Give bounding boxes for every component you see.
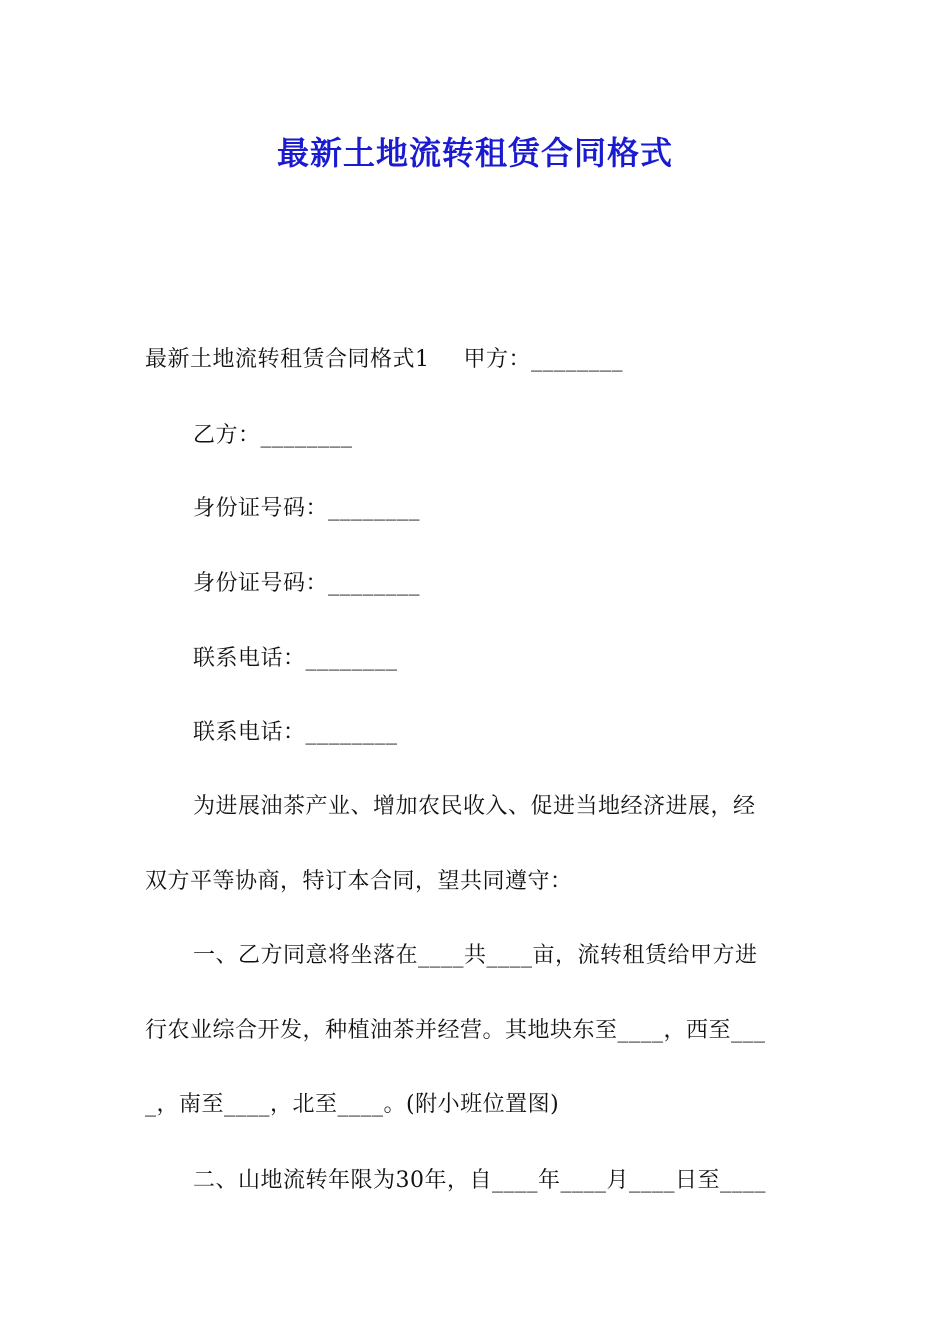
clause-line: 二、山地流转年限为30年，自____年____月____日至____ xyxy=(193,1168,766,1193)
clause-line: 一、乙方同意将坐落在____共____亩，流转租赁给甲方进 xyxy=(193,943,758,968)
paragraph-line: 双方平等协商，特订本合同，望共同遵守： xyxy=(145,869,573,894)
clause-line: _，南至____，北至____。(附小班位置图) xyxy=(145,1092,560,1117)
party-b-field: 乙方：________ xyxy=(193,423,353,448)
paragraph-line: 为进展油茶产业、增加农民收入、促进当地经济进展，经 xyxy=(193,794,756,819)
clause-line: 行农业综合开发，种植油茶并经营。其地块东至____，西至___ xyxy=(145,1018,766,1043)
document-title: 最新土地流转租赁合同格式 xyxy=(276,134,673,172)
contract-subtitle: 最新土地流转租赁合同格式1 xyxy=(145,347,430,372)
party-a-field: 甲方：________ xyxy=(463,347,624,372)
id-number-field: 身份证号码：________ xyxy=(193,496,421,521)
contract-heading-line xyxy=(145,345,810,375)
phone-field: 联系电话：________ xyxy=(193,646,398,671)
id-number-field: 身份证号码：________ xyxy=(193,571,421,596)
phone-field: 联系电话：________ xyxy=(193,720,398,745)
